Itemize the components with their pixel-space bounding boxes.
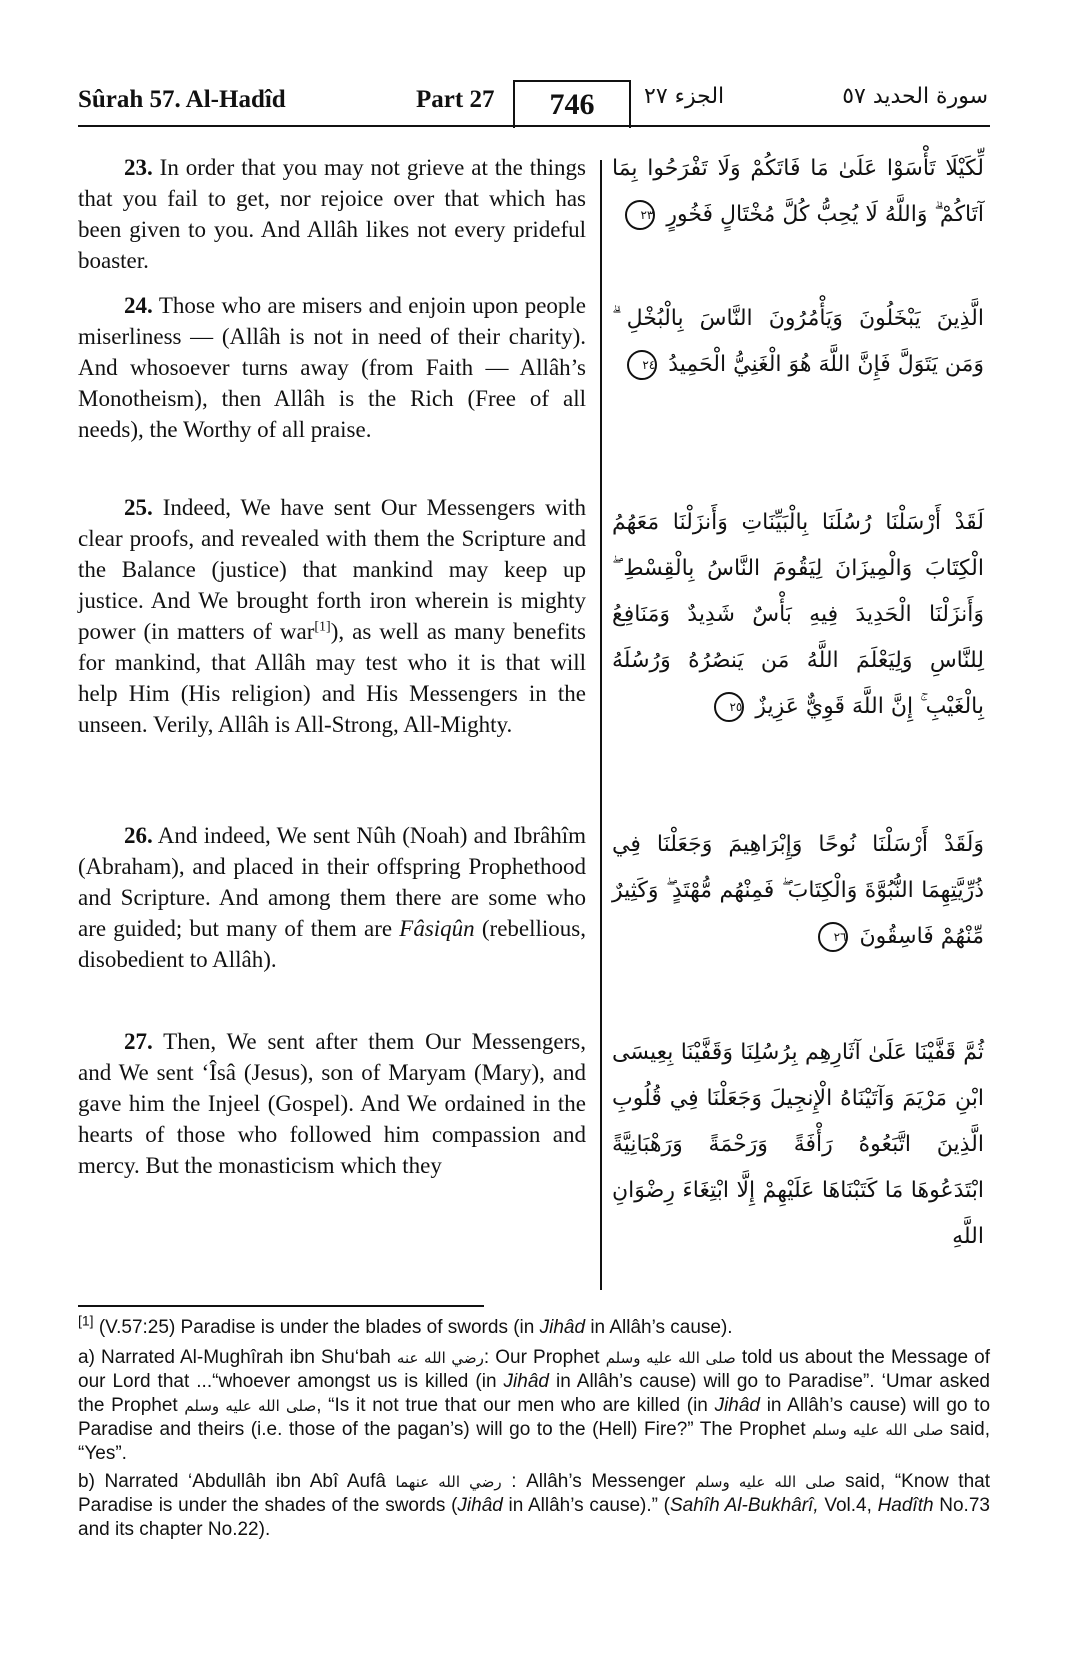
footnote-reference[interactable]: [1] bbox=[314, 619, 331, 635]
verse-text: (rebellious, disobedient to Allâh). bbox=[78, 916, 587, 972]
footnote-italic: Jihâd bbox=[503, 1371, 549, 1392]
footnote-text: : Our Prophet bbox=[483, 1347, 606, 1368]
verse-number: 23. bbox=[124, 155, 153, 180]
verse-text: ), as well as many benefits for mankind, that Allâh may test who it is that will help Him (His religion) and His Messengers in the unseen. Verily, Allâh is All-Strong, All-Mighty. bbox=[78, 619, 586, 737]
arabic-honorific: صلى الله عليه وسلم bbox=[812, 1421, 944, 1439]
surah-title-arabic: سورة الحديد ٥٧ bbox=[842, 84, 988, 109]
footnote-text: said, “Know that Paradise is under the shades of the swords ( bbox=[78, 1471, 991, 1516]
footnote-text: in Allâh’s cause) will go to Paradise”. ‘Umar asked the Prophet bbox=[78, 1371, 990, 1416]
footnote-italic: Sahîh Al-Bukhârî, bbox=[669, 1495, 819, 1516]
footnote-text: in Allâh’s cause).” ( bbox=[502, 1495, 670, 1516]
ayah-end-mark: ٢٦ bbox=[818, 922, 848, 952]
footnote-text: b) Narrated ‘Abdullâh ibn Abî Aufâ bbox=[78, 1471, 396, 1492]
footnote-italic: Jihâd bbox=[714, 1395, 760, 1416]
footnote-text: Vol.4, bbox=[818, 1495, 878, 1516]
verse-text: Then, We sent after them Our Messengers, and We sent ‘Îsâ (Jesus), son of Maryam (Mary), and gave him the Injeel (Gospel). And We ordained in the hearts of those who followed him compassion and mercy. But the monasticism which they bbox=[78, 1029, 586, 1178]
verse-26-arabic bbox=[612, 822, 984, 960]
footnote-intro bbox=[78, 1312, 990, 1340]
verse-24-arabic bbox=[612, 296, 984, 388]
footnote-rule bbox=[78, 1305, 484, 1307]
footnote-text: : Allâh’s Messenger bbox=[501, 1471, 695, 1492]
verse-text: Those who are misers and enjoin upon people miserliness — (Allâh is not in need of their charity). And whosoever turns away (from Faith — Allâh’s Monotheism), then Allâh is the Rich (Free of all needs), the Worthy of all praise. bbox=[78, 293, 587, 442]
footnote-marker: [1] bbox=[78, 1312, 94, 1329]
footnote-text: (V.57:25) Paradise is under the blades of swords (in bbox=[93, 1317, 540, 1338]
column-divider bbox=[600, 160, 602, 1290]
verse-number: 26. bbox=[124, 823, 153, 848]
footnote-text: No.73 and its chapter No.22). bbox=[78, 1495, 990, 1540]
footnote-a bbox=[78, 1346, 990, 1466]
verse-27-arabic bbox=[612, 1030, 984, 1260]
arabic-honorific: صلى الله عليه وسلم bbox=[184, 1397, 317, 1415]
footnote-b bbox=[78, 1470, 990, 1542]
verse-italic-term: Fâsiqûn bbox=[399, 916, 475, 941]
verse-27-english bbox=[78, 1026, 586, 1181]
footnote-text: in Allâh’s cause). bbox=[585, 1317, 733, 1338]
surah-title-english: Sûrah 57. Al-Hadîd bbox=[78, 86, 286, 113]
verse-number: 27. bbox=[124, 1029, 153, 1054]
footnote-text: a) Narrated Al-Mughîrah ibn Shu‘bah bbox=[78, 1347, 397, 1368]
verse-text: Indeed, We have sent Our Messengers with clear proofs, and revealed with them the Scripture and the Balance (justice) that mankind may keep up justice. And We brought forth iron wherein is mighty power (in matters of war bbox=[78, 495, 586, 644]
part-label-arabic: الجزء ٢٧ bbox=[644, 84, 725, 109]
verse-23-english bbox=[78, 152, 586, 276]
ayah-end-mark: ٢٤ bbox=[627, 350, 657, 380]
verse-25-arabic bbox=[612, 500, 984, 730]
verse-arabic-text: لِّكَيْلَا تَأْسَوْا عَلَىٰ مَا فَاتَكُمْ وَلَا تَفْرَحُوا بِمَا آتَاكُمْ ۗ وَاللَّهُ لَا يُحِبُّ كُلَّ مُخْتَالٍ فَخُورٍ bbox=[612, 156, 984, 227]
verse-26-english bbox=[78, 820, 586, 975]
header-rule bbox=[78, 125, 990, 127]
page-header bbox=[78, 82, 990, 128]
verse-24-english bbox=[78, 290, 586, 445]
footnote-italic: Jihâd bbox=[457, 1495, 503, 1516]
verse-arabic-text: ثُمَّ قَفَّيْنَا عَلَىٰ آثَارِهِم بِرُسُلِنَا وَقَفَّيْنَا بِعِيسَى ابْنِ مَرْيَمَ وَآتَيْنَاهُ الْإِنجِيلَ وَجَعَلْنَا فِي قُلُوبِ الَّذِينَ اتَّبَعُوهُ رَأْفَةً وَرَحْمَةً وَرَهْبَانِيَّةً ابْتَدَعُوهَا مَا كَتَبْنَاهَا عَلَيْهِمْ إِلَّا ابْتِغَاءَ رِضْوَانِ اللَّهِ bbox=[612, 1040, 984, 1249]
arabic-honorific: رضي الله عنه bbox=[396, 1349, 484, 1367]
verse-number: 25. bbox=[124, 495, 153, 520]
ayah-end-mark: ٢٣ bbox=[625, 200, 655, 230]
arabic-honorific: صلى الله عليه وسلم bbox=[694, 1473, 836, 1491]
verse-25-english bbox=[78, 492, 586, 740]
footnote-text: in Allâh’s cause) will go to Paradise and theirs (i.e. those of the pagan’s) will go to the (Hell) Fire?” The Prophet bbox=[78, 1395, 991, 1440]
verse-23-arabic bbox=[612, 146, 984, 238]
part-label-english: Part 27 bbox=[416, 86, 495, 113]
verse-arabic-text: وَلَقَدْ أَرْسَلْنَا نُوحًا وَإِبْرَاهِيمَ وَجَعَلْنَا فِي ذُرِّيَّتِهِمَا النُّبُوَّةَ وَالْكِتَابَ ۖ فَمِنْهُم مُّهْتَدٍ ۖ وَكَثِيرٌ مِّنْهُمْ فَاسِقُونَ bbox=[612, 832, 984, 949]
verse-arabic-text: الَّذِينَ يَبْخَلُونَ وَيَأْمُرُونَ النَّاسَ بِالْبُخْلِ ۗ وَمَن يَتَوَلَّ فَإِنَّ اللَّهَ هُوَ الْغَنِيُّ الْحَمِيدُ bbox=[612, 306, 984, 377]
page-number: 746 bbox=[513, 80, 631, 128]
verse-text: In order that you may not grieve at the things that you fail to get, nor rejoice over that which has been given to you. And Allâh likes not every prideful boaster. bbox=[78, 155, 586, 273]
footnote-text: told us about the Message of our Lord that ...“whoever amongst us is killed (in bbox=[78, 1347, 990, 1392]
verse-number: 24. bbox=[124, 293, 153, 318]
footnote-text: , “Is it not true that our men who are killed (in bbox=[316, 1395, 715, 1416]
verse-text: And indeed, We sent Nûh (Noah) and Ibrâhîm (Abraham), and placed in their offspring Prophethood and Scripture. And among them there are some who are guided; but many of them are bbox=[78, 823, 586, 941]
arabic-honorific: رضي الله عنهما bbox=[395, 1473, 502, 1491]
verse-arabic-text: لَقَدْ أَرْسَلْنَا رُسُلَنَا بِالْبَيِّنَاتِ وَأَنزَلْنَا مَعَهُمُ الْكِتَابَ وَالْمِيزَانَ لِيَقُومَ النَّاسُ بِالْقِسْطِ ۖ وَأَنزَلْنَا الْحَدِيدَ فِيهِ بَأْسٌ شَدِيدٌ وَمَنَافِعُ لِلنَّاسِ وَلِيَعْلَمَ اللَّهُ مَن يَنصُرُهُ وَرُسُلَهُ بِالْغَيْبِ ۚ إِنَّ اللَّهَ قَوِيٌّ عَزِيزٌ bbox=[612, 510, 984, 719]
footnote-italic: Hadîth bbox=[877, 1495, 934, 1516]
ayah-end-mark: ٢٥ bbox=[714, 692, 744, 722]
footnote-text: said, “Yes”. bbox=[78, 1419, 991, 1464]
footnote-italic: Jihâd bbox=[539, 1317, 586, 1338]
arabic-honorific: صلى الله عليه وسلم bbox=[605, 1349, 736, 1367]
